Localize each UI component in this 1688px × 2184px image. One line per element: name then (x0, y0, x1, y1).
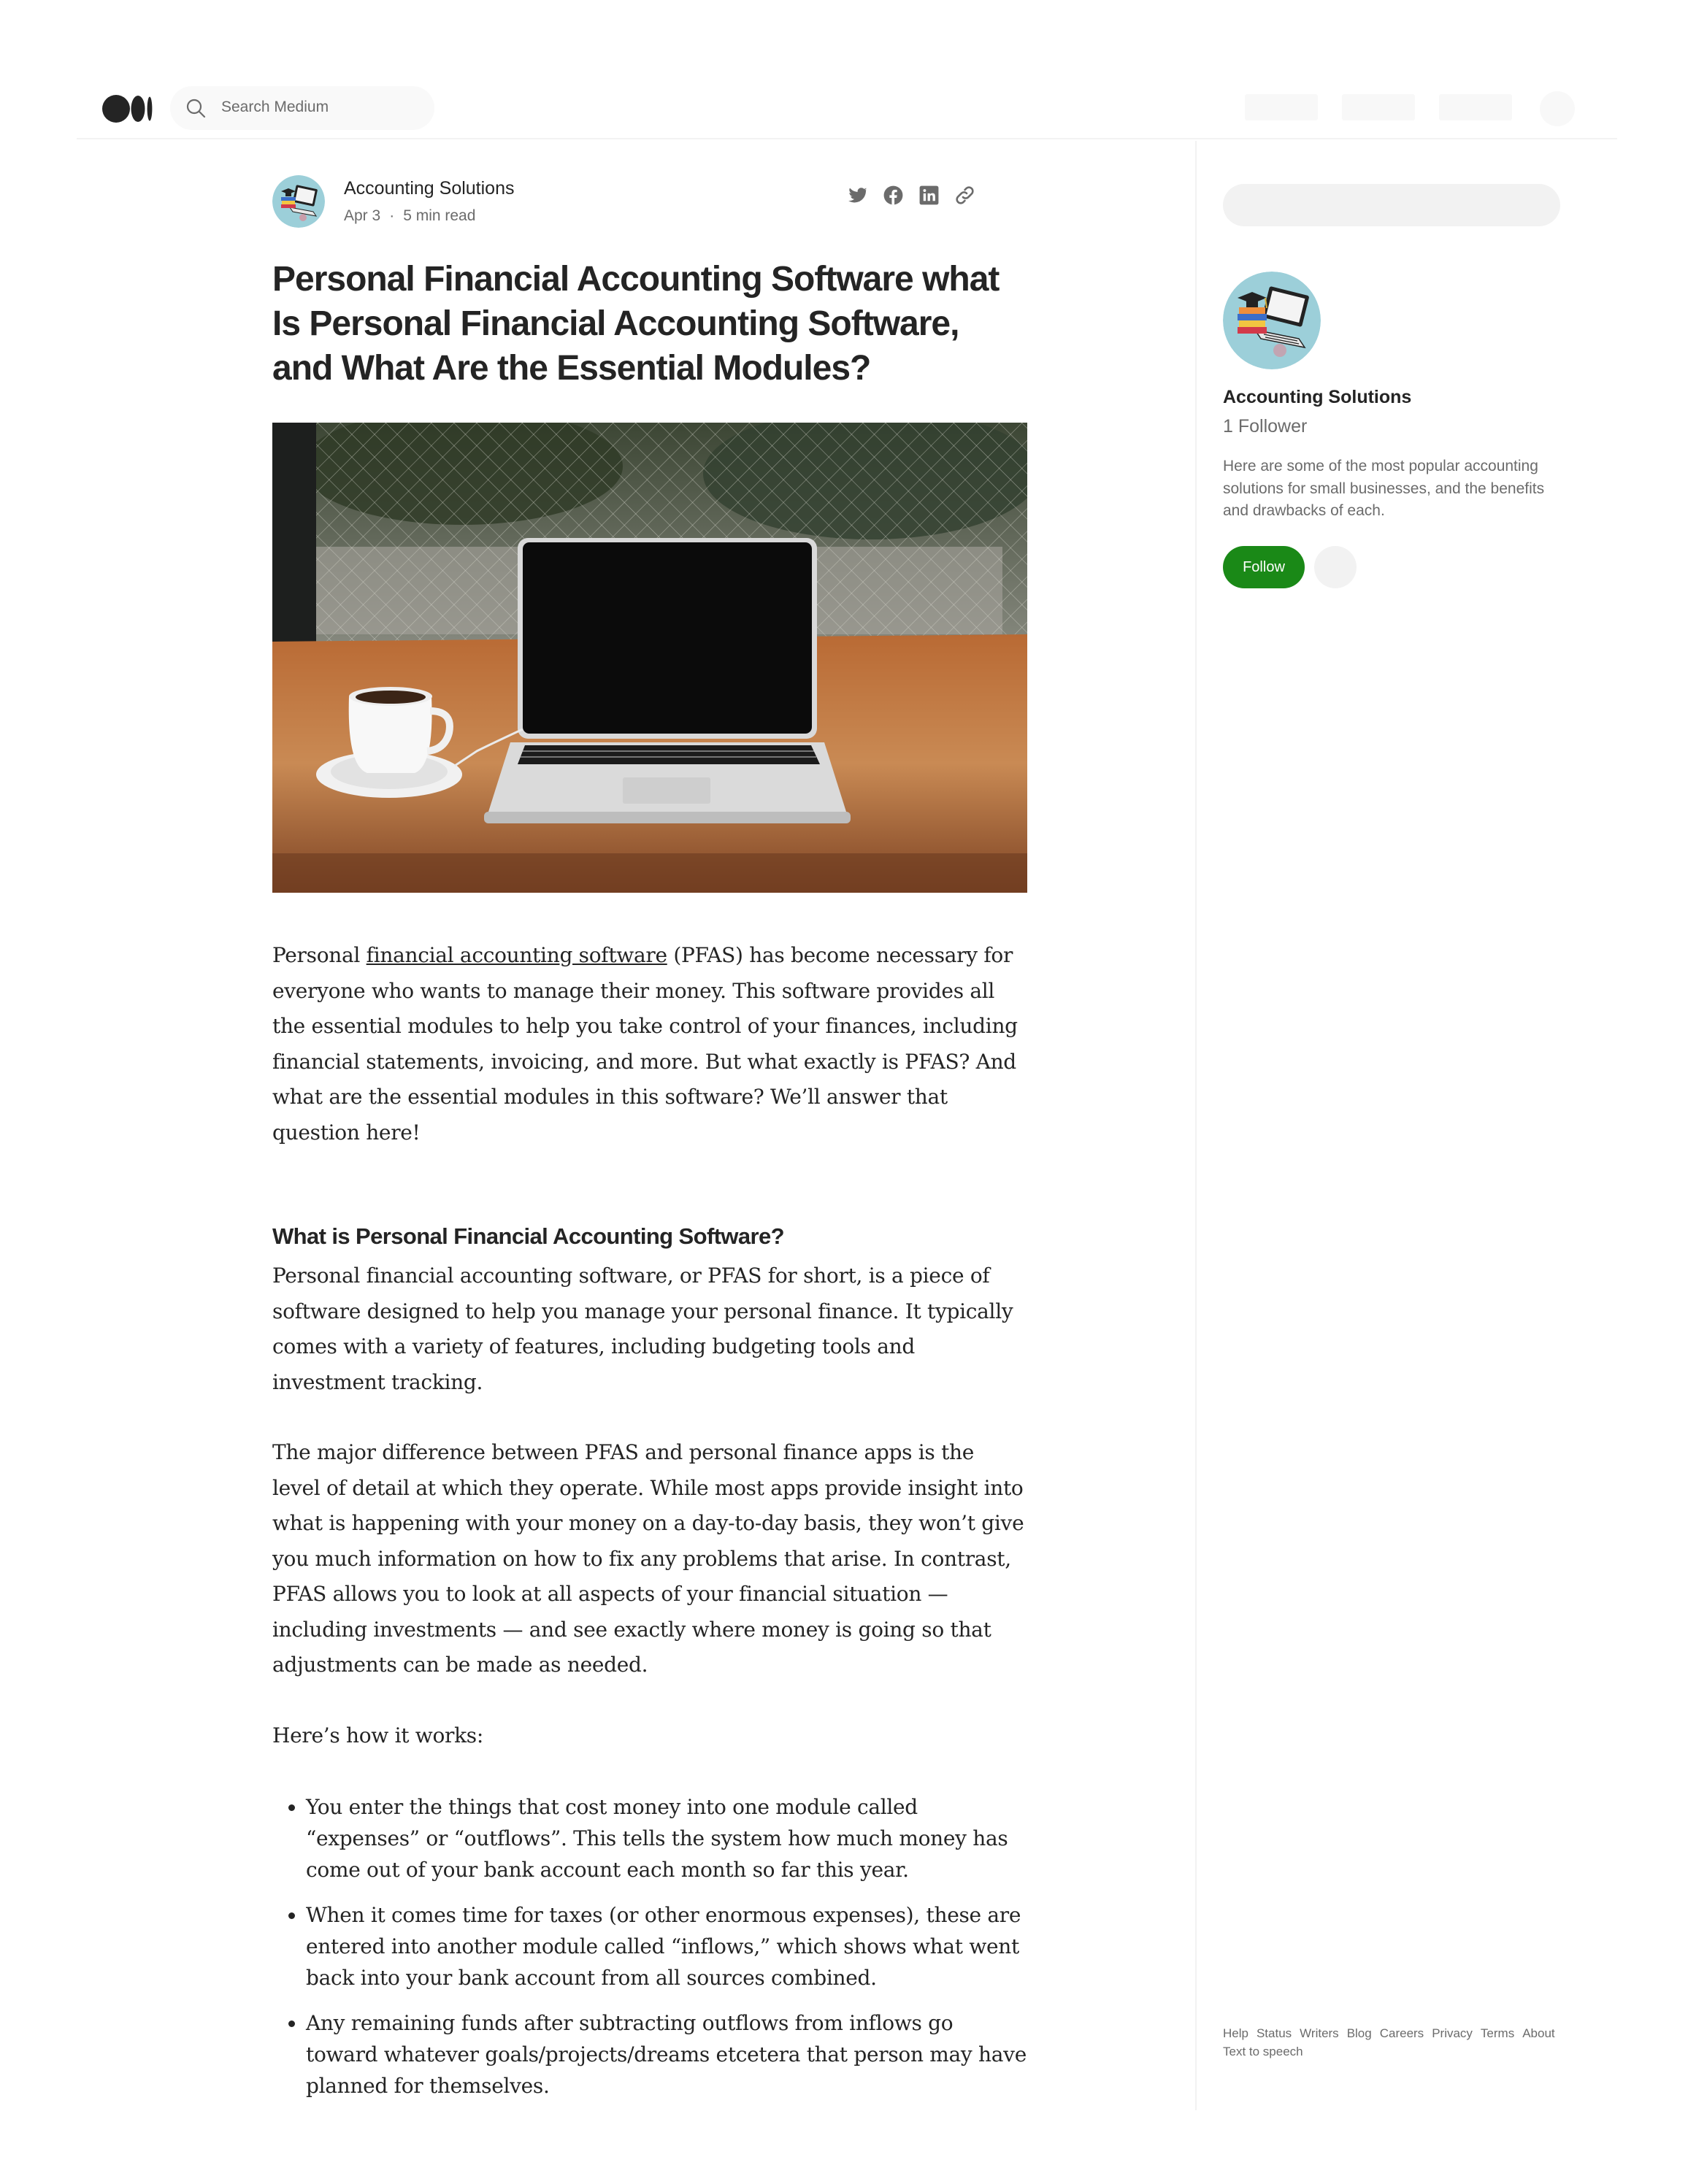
footer-link-about[interactable]: About (1522, 2026, 1555, 2040)
paragraph-difference: The major difference between PFAS and personal finance apps is the level of detail at which they operate. While most apps provide insight into what is happening with your money on a day-to-day basis, they won’t give you much information on how to fix any problems that arise. In contrast, PFAS allows you to look at all aspects of your financial situation — including investments — and see exactly where money is going so that adjustments can be made as needed. (272, 1440, 1024, 1677)
list-item: • Any remaining funds after subtracting outflows from inflows go toward whatever goals/projects/dreams etcetera that person may have planned for themselves. (306, 2007, 1027, 2102)
user-avatar-placeholder[interactable] (1540, 91, 1575, 126)
how-it-works-list (272, 1791, 1027, 2102)
footer-link-careers[interactable]: Careers (1379, 2026, 1424, 2040)
sidebar-divider (1195, 141, 1197, 2110)
list-item: • When it comes time for taxes (or other enormous expenses), these are entered into another module called “inflows,” which shows what went back into your bank account from all sources combined. (306, 1899, 1027, 1993)
nav-placeholder-1[interactable] (1245, 94, 1318, 120)
author-bio: Here are some of the most popular accounting solutions for small businesses, and the benefits and drawbacks of each. (1223, 458, 1545, 519)
footer-link-blog[interactable]: Blog (1346, 2026, 1372, 2040)
sidebar-author-avatar[interactable] (1223, 272, 1321, 369)
footer-link-privacy[interactable]: Privacy (1432, 2026, 1473, 2040)
medium-logo[interactable] (102, 94, 153, 123)
hero-image-laptop-coffee (272, 423, 1027, 893)
nav-placeholder-2[interactable] (1342, 94, 1415, 120)
follow-button[interactable]: Follow (1223, 546, 1305, 588)
nav-placeholder-3[interactable] (1439, 94, 1512, 120)
sidebar-author-name[interactable]: Accounting Solutions (1223, 387, 1412, 407)
intro-text-start: Personal (272, 943, 367, 967)
author-avatar[interactable] (272, 175, 325, 228)
sidebar-search-placeholder[interactable] (1223, 184, 1560, 226)
footer-link-help[interactable]: Help (1223, 2026, 1248, 2040)
footer-link-terms[interactable]: Terms (1480, 2026, 1515, 2040)
paragraph-how-it-works: Here’s how it works: (272, 1723, 483, 1747)
article (272, 174, 1027, 2115)
search-input[interactable] (170, 86, 434, 130)
facebook-icon[interactable] (882, 184, 905, 207)
paragraph-intro (272, 938, 1027, 1150)
author-name[interactable]: Accounting Solutions (344, 178, 515, 199)
article-title: Personal Financial Accounting Software what Is Personal Financial Accounting Software, and What Are the Essential Modules? (272, 260, 1000, 388)
meta-separator: · (389, 207, 395, 224)
share-bar (846, 184, 976, 207)
paragraph-definition: Personal financial accounting software, or PFAS for short, is a piece of software designed to help you manage your personal finance. It typically comes with a variety of features, including budgeting tools and investment tracking. (272, 1264, 1013, 1394)
footer-link-text-to-speech[interactable]: Text to speech (1223, 2045, 1303, 2058)
link-icon[interactable] (954, 184, 976, 207)
follower-count[interactable]: 1 Follower (1223, 416, 1308, 437)
search-icon (185, 97, 207, 119)
subscribe-button[interactable] (1314, 546, 1357, 588)
footer-link-status[interactable]: Status (1256, 2026, 1292, 2040)
read-time: 5 min read (403, 207, 476, 224)
intro-text-rest: (PFAS) has become necessary for everyone who wants to manage their money. This software provides all the essential modules to help you take control of your finances, including financial statements, invoicing, and more. But what exactly is PFAS? And what are the essential modules in this software? We’ll answer that question here! (272, 943, 1018, 1145)
section-heading: What is Personal Financial Accounting Software? (272, 1223, 784, 1249)
list-item: • You enter the things that cost money into one module called “expenses” or “outflows”. This tells the system how much money has come out of your bank account each month so far this year. (306, 1791, 1027, 1885)
publish-date: Apr 3 (344, 207, 381, 224)
author-row (272, 174, 1027, 232)
sidebar-footer (1223, 2024, 1573, 2061)
article-meta (344, 207, 475, 225)
linkedin-icon[interactable] (918, 184, 940, 207)
top-navigation-bar (77, 82, 1617, 139)
footer-link-writers[interactable]: Writers (1300, 2026, 1339, 2040)
twitter-icon[interactable] (846, 184, 869, 207)
search-placeholder: Search Medium (221, 99, 329, 115)
financial-software-link[interactable]: financial accounting software (366, 943, 667, 967)
